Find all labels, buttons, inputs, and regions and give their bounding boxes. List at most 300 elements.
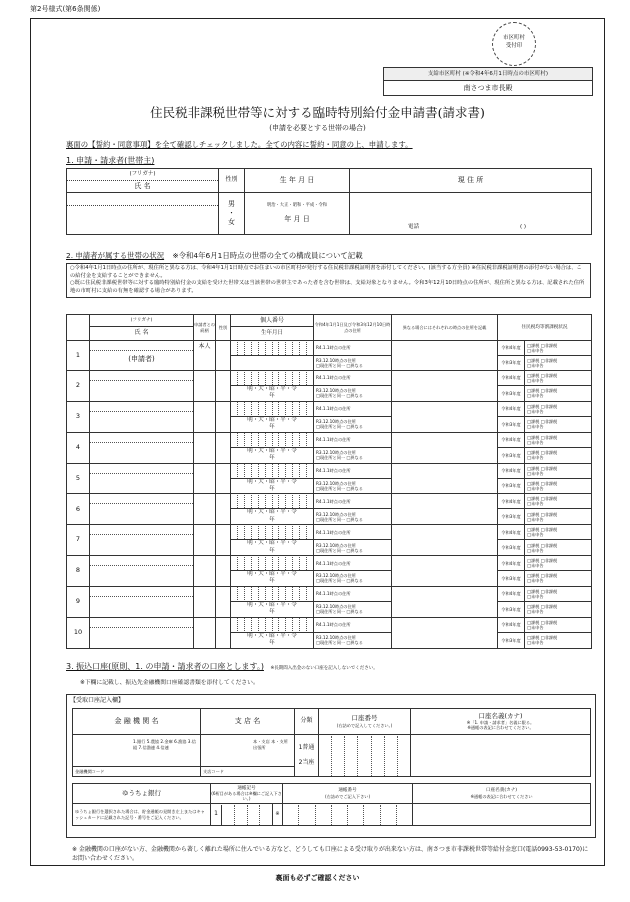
birth-year: 年 [269, 640, 275, 647]
r3-address-cell[interactable] [314, 632, 392, 648]
member-birth-field[interactable] [231, 601, 314, 617]
bango-header [283, 784, 413, 804]
birth-year: 年 [269, 424, 275, 431]
row-number: 5 [67, 463, 90, 494]
relation-field[interactable] [194, 463, 216, 494]
holder2-field[interactable] [413, 804, 591, 826]
diff-address-field[interactable] [392, 586, 498, 617]
holder2-label: 口座名義(カナ) [485, 788, 518, 794]
tax-options-r4[interactable] [525, 371, 592, 386]
section3-heading-row [66, 662, 378, 671]
birth-header: 生年月日 [231, 327, 314, 341]
phone-paren: ( ) [520, 223, 527, 230]
birth-eras-short: 明・大・昭・平・令 [247, 601, 297, 608]
r4-address-label: R4.1.1時点の住所 [314, 432, 392, 447]
holder-note1: ※「1. 申請・請求者」名義に限る。 [466, 720, 535, 726]
yucho-note: ゆうちょ銀行を選択された場合は、貯金通帳の見開き左上またはキャッシュカードに記載された記号・番号をご記入ください。 [73, 804, 211, 826]
mynumber-field[interactable] [231, 341, 314, 356]
tax-options-r3[interactable] [525, 601, 592, 617]
account-label: 口座番号 [351, 714, 378, 723]
tax-options-r4-a[interactable]: □課税 □非課税 [527, 527, 558, 533]
furigana-label: (フリガナ) [67, 169, 219, 181]
household-row [67, 525, 592, 540]
tax-options-r4-b[interactable]: □未申告 [527, 593, 544, 599]
member-birth-field[interactable] [231, 540, 314, 556]
tax-year-r3: 令和3年度 [498, 601, 525, 617]
tax-options-r3-a[interactable]: □課税 □非課税 [527, 542, 558, 548]
birth-eras-short: 明・大・昭・平・令 [247, 416, 297, 423]
tax-options-r4-a[interactable]: □課税 □非課税 [527, 619, 558, 625]
row-number: 1 [67, 341, 90, 371]
holder-header [411, 709, 591, 735]
relation-header: 申請者との続柄 [194, 315, 216, 341]
household-rows [67, 341, 592, 649]
account-note: (右詰めで記入してください。) [336, 722, 393, 728]
tax-options-r4[interactable] [525, 586, 592, 601]
relation-field[interactable] [194, 371, 216, 402]
r3-address-cell[interactable] [314, 356, 392, 371]
tax-header: 住民税均等割課税状況 [498, 315, 592, 341]
birth-eras-short: 明・大・昭・平・令 [247, 509, 297, 516]
section2-heading-row [66, 252, 363, 261]
account-type-field[interactable] [295, 735, 319, 777]
r3-address-cell[interactable] [314, 540, 392, 556]
tax-options-r3-a[interactable]: □課税 □非課税 [527, 604, 558, 610]
tax-options-r3-a[interactable]: □課税 □非課税 [527, 635, 558, 641]
birth-year: 年 [269, 393, 275, 400]
diff-address-field[interactable] [392, 432, 498, 463]
household-row [67, 341, 592, 356]
r3-address-label: R3.12.10時点の住所 [316, 357, 356, 363]
tax-options-r3-a[interactable]: □課税 □非課税 [527, 388, 558, 394]
birth-eras-short: 明・大・昭・平・令 [247, 386, 297, 392]
relation-field[interactable] [194, 556, 216, 587]
member-gender-field[interactable] [216, 463, 231, 494]
tax-year-r4: 令和4年度 [498, 401, 525, 416]
applicant-name-field[interactable] [67, 193, 219, 235]
member-birth-field[interactable] [231, 356, 314, 371]
household-row [67, 463, 592, 478]
member-birth-field[interactable] [231, 447, 314, 463]
tax-options-r4-b[interactable]: □未申告 [527, 532, 544, 538]
tax-options-r4-a[interactable]: □課税 □非課税 [527, 403, 558, 409]
same-address-options[interactable]: □現住所と同一 □異なる [316, 393, 363, 399]
member-birth-field[interactable] [231, 632, 314, 648]
member-name-field[interactable] [90, 341, 194, 371]
section2-heading: 2. 申請者が属する世帯の状況 [66, 251, 165, 260]
r4-address-label: R4.1.1時点の住所 [314, 586, 392, 601]
tax-options-r3-b[interactable]: □未申告 [527, 455, 544, 461]
mynumber-field[interactable] [231, 494, 314, 509]
bank-types: 1.銀行 5.農協 2.金庫 6.漁協 3.信組 7.信漁連 4.信連 [133, 739, 196, 751]
section2-note1: ○令和4年1月1日時点の住所が、現住所と異なる方は、令和4年1月1日時点でお住まいの市区町村が発行する住民税非課税証明書を添付してください。(該当する方全員) ※住民税非課税証明書の添付がない場合は、この給付金を支給することができません。 [70, 265, 582, 279]
member-name-field[interactable] [90, 463, 194, 494]
jan1-header: 令和4年1月1日及び令和3年12月10日時点の住所 [314, 315, 392, 341]
member-name-field[interactable] [90, 556, 194, 587]
member-gender-field[interactable] [216, 432, 231, 463]
r4-address-label: R4.1.1時点の住所 [314, 341, 392, 356]
member-name-field[interactable] [90, 401, 194, 432]
r3-address-cell[interactable] [314, 447, 392, 463]
recipient-header: 支給市区町村 (※令和4年6月1日時点の市区町村) [384, 68, 593, 81]
tax-year-r4: 令和4年度 [498, 586, 525, 601]
applicant-gender-field[interactable] [219, 193, 245, 235]
member-gender-field[interactable] [216, 525, 231, 556]
gender-dot: ・ [228, 208, 235, 217]
household-row [67, 401, 592, 416]
branch-name-field[interactable] [201, 735, 295, 777]
member-gender-field[interactable] [216, 494, 231, 525]
account-number-field[interactable] [319, 735, 411, 777]
birth-year: 年 [269, 516, 275, 523]
birth-eras-short: 明・大・昭・平・令 [247, 540, 297, 547]
relation-field[interactable] [194, 432, 216, 463]
row-number-header [67, 315, 90, 341]
birth-ymd: 年 月 日 [284, 215, 310, 224]
holder-label: 口座名義(カナ) [478, 711, 523, 720]
r4-address-label: R4.1.1時点の住所 [314, 556, 392, 571]
mynumber-header: 個人番号 [231, 315, 314, 327]
tax-options-r3[interactable] [525, 571, 592, 587]
member-gender-field[interactable] [216, 341, 231, 371]
tax-options-r4-b[interactable]: □未申告 [527, 624, 544, 630]
footer-bold: 裏面も必ずご確認ください [275, 874, 360, 882]
r3-address-label: R3.12.10時点の住所 [316, 604, 356, 610]
diff-address-field[interactable] [392, 617, 498, 648]
tax-year-r4: 令和4年度 [498, 463, 525, 478]
kigo-extra-field[interactable]: ※ [273, 804, 283, 826]
same-address-options[interactable]: □現住所と同一 □異なる [316, 609, 363, 615]
tax-options-r3[interactable] [525, 540, 592, 556]
same-address-options[interactable]: □現住所と同一 □異なる [316, 578, 363, 584]
relation-field[interactable] [194, 494, 216, 525]
r3-address-label: R3.12.10時点の住所 [316, 388, 356, 394]
name-header: 氏 名 [90, 327, 194, 341]
section3-heading: 3. 振込口座(原則、1. の申請・請求者の口座とします。) [66, 662, 264, 671]
kigo-prefix: 1 [214, 810, 218, 818]
same-address-options[interactable]: □現住所と同一 □異なる [316, 424, 363, 430]
bank-name-field[interactable] [73, 735, 201, 777]
tax-year-r3: 令和3年度 [498, 478, 525, 494]
tax-options-r4-a[interactable]: □課税 □非課税 [527, 372, 558, 378]
tax-options-r4-a[interactable]: □課税 □非課税 [527, 588, 558, 594]
r4-address-label: R4.1.1時点の住所 [314, 371, 392, 386]
kigo-label: 通帳記号 [237, 785, 256, 791]
member-birth-field[interactable] [231, 571, 314, 587]
row-number: 8 [67, 556, 90, 587]
member-birth-field[interactable] [231, 386, 314, 402]
tax-options-r4[interactable] [525, 556, 592, 571]
bank-table [72, 708, 591, 777]
diff-address-field[interactable] [392, 371, 498, 402]
diff-address-field[interactable] [392, 401, 498, 432]
tax-options-r3[interactable] [525, 447, 592, 463]
tax-year-r4: 令和4年度 [498, 525, 525, 540]
r3-address-label: R3.12.10時点の住所 [316, 480, 356, 486]
tax-year-r3: 令和3年度 [498, 540, 525, 556]
r4-address-label: R4.1.1時点の住所 [314, 617, 392, 632]
branch-name-header: 支 店 名 [201, 709, 295, 735]
kigo-field[interactable] [211, 804, 273, 826]
tax-options-r4[interactable] [525, 617, 592, 632]
tax-options-r4-b[interactable]: □未申告 [527, 501, 544, 507]
member-gender-field[interactable] [216, 401, 231, 432]
tax-options-r4[interactable] [525, 494, 592, 509]
member-name-field[interactable] [90, 371, 194, 402]
tax-options-r3[interactable] [525, 632, 592, 648]
tax-options-r3-b[interactable]: □未申告 [527, 424, 544, 430]
diff-address-field[interactable] [392, 463, 498, 494]
tax-year-r4: 令和4年度 [498, 617, 525, 632]
yucho-label: ゆうちょ銀行 [73, 784, 211, 804]
row-number: 3 [67, 401, 90, 432]
tax-options-r3-a[interactable]: □課税 □非課税 [527, 573, 558, 579]
row-number: 6 [67, 494, 90, 525]
bank-code[interactable]: 金融機関コード [73, 766, 200, 776]
mynumber-field[interactable] [231, 463, 314, 478]
gender-label: 性別 [219, 169, 245, 193]
r4-address-label: R4.1.1時点の住所 [314, 494, 392, 509]
r3-address-label: R3.12.10時点の住所 [316, 450, 356, 456]
branch-types: 本・支店 本・支所 出張所 [253, 739, 288, 751]
applicant-marker: (申請者) [128, 355, 155, 363]
same-address-options[interactable]: □現住所と同一 □異なる [316, 485, 363, 491]
r3-address-label: R3.12.10時点の住所 [316, 573, 356, 579]
section3-heading-note: ※長期間入出金のない口座を記入しないでください。 [270, 666, 378, 671]
birth-eras-short: 明・大・昭・平・令 [247, 632, 297, 639]
name-label: 氏 名 [67, 181, 219, 193]
member-birth-field[interactable] [231, 509, 314, 525]
tax-options-r4-b[interactable]: □未申告 [527, 563, 544, 569]
relation-field[interactable] [194, 401, 216, 432]
row-number: 10 [67, 617, 90, 648]
tax-year-r4: 令和4年度 [498, 556, 525, 571]
holder-note2: ※通帳の表記に合わせてください。 [467, 725, 534, 731]
mynumber-field[interactable] [231, 617, 314, 632]
yucho-table [72, 783, 591, 826]
tax-options-r3-b[interactable]: □未申告 [527, 363, 544, 368]
relation-field[interactable] [194, 586, 216, 617]
tax-year-r4: 令和4年度 [498, 494, 525, 509]
recipient-value[interactable]: 南さつま市長殿 [384, 81, 593, 96]
r3-address-cell[interactable] [314, 478, 392, 494]
holder2-header [413, 784, 591, 804]
holder2-note: ※通帳の表記に合わせてください [470, 793, 533, 799]
pledge-text: 裏面の【誓約・同意事項】を全て確認しチェックしました。全ての内容に誓約・同意の上、申請します。 [66, 140, 413, 149]
tax-options-r4-b[interactable]: □未申告 [527, 470, 544, 476]
tax-options-r4-b[interactable]: □未申告 [527, 408, 544, 414]
tax-options-r3-a[interactable]: □課税 □非課税 [527, 450, 558, 456]
same-address-options[interactable]: □現住所と同一 □異なる [316, 547, 363, 553]
diff-header: 異なる場合にはそれぞれの時点の住所を記載 [392, 315, 498, 341]
bango-note: (右詰めでご記入下さい) [324, 793, 371, 799]
r3-address-cell[interactable] [314, 601, 392, 617]
tax-options-r3[interactable] [525, 356, 592, 371]
section1-heading: 1. 申請・請求者(世帯主) [66, 156, 155, 165]
tax-year-r3: 令和3年度 [498, 356, 525, 371]
relation-field[interactable] [194, 525, 216, 556]
birth-eras-short: 明・大・昭・平・令 [247, 571, 297, 578]
form-number: 第2号様式(第6条関係) [30, 5, 101, 13]
gender-male: 男 [228, 199, 235, 208]
tax-options-r4-a[interactable]: □課税 □非課税 [527, 496, 558, 502]
tax-options-r4-b[interactable]: □未申告 [527, 439, 544, 445]
address-label: 現 住 所 [350, 169, 592, 193]
household-row [67, 617, 592, 632]
diff-address-field[interactable] [392, 525, 498, 556]
account-header [319, 709, 411, 735]
section3-note: ※下欄に記載し、振込先金融機関口座確認書類を添付してください。 [80, 680, 259, 686]
tax-options-r4-a[interactable]: □課税 □非課税 [527, 342, 558, 348]
same-address-options[interactable]: □現住所と同一 □異なる [316, 516, 363, 522]
stamp-line1: 市区町村 [502, 35, 525, 41]
tax-options-r4-a[interactable]: □課税 □非課税 [527, 465, 558, 471]
member-gender-field[interactable] [216, 556, 231, 587]
mynumber-field[interactable] [231, 401, 314, 416]
applicant-address-field[interactable] [350, 193, 592, 235]
branch-code[interactable]: 支店コード [201, 766, 294, 776]
r3-address-cell[interactable] [314, 571, 392, 587]
birth-year: 年 [269, 547, 275, 554]
holder-field[interactable] [411, 735, 591, 777]
member-name-field[interactable] [90, 432, 194, 463]
stamp-line2: 受付印 [505, 43, 523, 50]
r4-address-label: R4.1.1時点の住所 [314, 463, 392, 478]
kigo-header [211, 784, 283, 804]
bango-field[interactable] [283, 804, 413, 826]
household-row [67, 432, 592, 447]
tax-options-r3-b[interactable]: □未申告 [527, 609, 544, 615]
tax-options-r3[interactable] [525, 386, 592, 402]
section2-heading-note: ※令和4年6月1日時点の世帯の全ての構成員について記載 [172, 251, 363, 260]
tax-options-r3-b[interactable]: □未申告 [527, 547, 544, 553]
section2-notes [66, 263, 591, 298]
tax-options-r3-a[interactable]: □課税 □非課税 [527, 480, 558, 486]
tax-year-r3: 令和3年度 [498, 509, 525, 525]
r3-address-label: R3.12.10時点の住所 [316, 511, 356, 517]
type-toza[interactable]: 2当座 [298, 758, 315, 766]
diff-address-field[interactable] [392, 556, 498, 587]
tax-year-r3: 令和3年度 [498, 571, 525, 587]
same-address-options[interactable]: □現住所と同一 □異なる [316, 640, 363, 646]
r4-address-label: R4.1.1時点の住所 [314, 525, 392, 540]
member-gender-field[interactable] [216, 371, 231, 402]
diff-address-field[interactable] [392, 494, 498, 525]
tax-options-r4-b[interactable]: □未申告 [527, 378, 544, 383]
household-row [67, 586, 592, 601]
applicant-table [66, 168, 592, 235]
tax-options-r4[interactable] [525, 432, 592, 447]
tax-options-r4-a[interactable]: □課税 □非課税 [527, 558, 558, 564]
member-name-field[interactable] [90, 586, 194, 617]
applicant-birth-field[interactable] [245, 193, 350, 235]
same-address-options[interactable]: □現住所と同一 □異なる [316, 455, 363, 461]
tax-options-r4[interactable] [525, 463, 592, 478]
tax-options-r3[interactable] [525, 509, 592, 525]
tax-year-r3: 令和3年度 [498, 386, 525, 402]
row-number: 4 [67, 432, 90, 463]
tax-options-r3-a[interactable]: □課税 □非課税 [527, 511, 558, 517]
r3-address-cell[interactable] [314, 386, 392, 402]
member-name-field[interactable] [90, 494, 194, 525]
bank-name-header: 金 融 機 関 名 [73, 709, 201, 735]
member-birth-field[interactable] [231, 478, 314, 494]
r3-address-cell[interactable] [314, 509, 392, 525]
r3-address-cell[interactable] [314, 416, 392, 432]
birth-eras-short: 明・大・昭・平・令 [247, 447, 297, 454]
tax-options-r4[interactable] [525, 525, 592, 540]
reception-stamp [492, 22, 536, 66]
same-address-options[interactable]: □現住所と同一 □異なる [316, 363, 363, 368]
tax-options-r4-b[interactable]: □未申告 [527, 348, 544, 353]
row-number: 9 [67, 586, 90, 617]
household-row [67, 371, 592, 386]
tax-year-r3: 令和3年度 [498, 632, 525, 648]
row-number: 2 [67, 371, 90, 402]
tax-options-r4-a[interactable]: □課税 □非課税 [527, 434, 558, 440]
mynumber-field[interactable] [231, 371, 314, 386]
diff-address-field[interactable] [392, 341, 498, 371]
tax-options-r3-a[interactable]: □課税 □非課税 [527, 419, 558, 425]
member-name-field[interactable] [90, 617, 194, 648]
r3-address-label: R3.12.10時点の住所 [316, 635, 356, 641]
r3-address-label: R3.12.10時点の住所 [316, 419, 356, 425]
phone-label: 電話 [408, 223, 420, 230]
birth-year: 年 [269, 609, 275, 616]
tax-options-r3[interactable] [525, 416, 592, 432]
household-table [66, 314, 592, 649]
page-title: 住民税非課税世帯等に対する臨時特別給付金申請書(請求書) [150, 105, 485, 120]
member-birth-field[interactable] [231, 416, 314, 432]
member-name-field[interactable] [90, 525, 194, 556]
tax-options-r3-b[interactable]: □未申告 [527, 516, 544, 522]
birth-eras: 明治・大正・昭和・平成・令和 [266, 202, 328, 208]
tax-year-r3: 令和3年度 [498, 447, 525, 463]
tax-options-r4[interactable] [525, 341, 592, 356]
mynumber-field[interactable] [231, 525, 314, 540]
tax-options-r4[interactable] [525, 401, 592, 416]
tax-options-r3[interactable] [525, 478, 592, 494]
row-number: 7 [67, 525, 90, 556]
tax-options-r3-b[interactable]: □未申告 [527, 578, 544, 584]
kigo-note: (6桁目がある場合は※欄にご記入下さい。) [211, 791, 282, 802]
tax-options-r3-a[interactable]: □課税 □非課税 [527, 357, 558, 363]
tax-options-r3-b[interactable]: □未申告 [527, 640, 544, 646]
household-row [67, 556, 592, 571]
gender-female: 女 [228, 218, 235, 227]
member-gender-field[interactable] [216, 617, 231, 648]
type-header: 分類 [295, 709, 319, 735]
member-gender-field[interactable] [216, 586, 231, 617]
birth-year: 年 [269, 455, 275, 462]
tax-year-r3: 令和3年度 [498, 416, 525, 432]
tax-year-r4: 令和4年度 [498, 341, 525, 356]
type-futsu[interactable]: 1普通 [298, 744, 315, 752]
mynumber-field[interactable] [231, 586, 314, 601]
page-subtitle: (申請を必要とする世帯の場合) [269, 124, 366, 132]
recipient-box [383, 67, 593, 96]
bango-label: 通帳番号 [338, 788, 357, 794]
r4-address-label: R4.1.1時点の住所 [314, 401, 392, 416]
mynumber-field[interactable] [231, 556, 314, 571]
tax-year-r4: 令和4年度 [498, 432, 525, 447]
tax-options-r3-b[interactable]: □未申告 [527, 485, 544, 491]
tax-options-r3-b[interactable]: □未申告 [527, 393, 544, 399]
relation-field[interactable]: 本人 [194, 341, 216, 371]
mynumber-field[interactable] [231, 432, 314, 447]
birth-label: 生 年 月 日 [245, 169, 350, 193]
relation-field[interactable] [194, 617, 216, 648]
